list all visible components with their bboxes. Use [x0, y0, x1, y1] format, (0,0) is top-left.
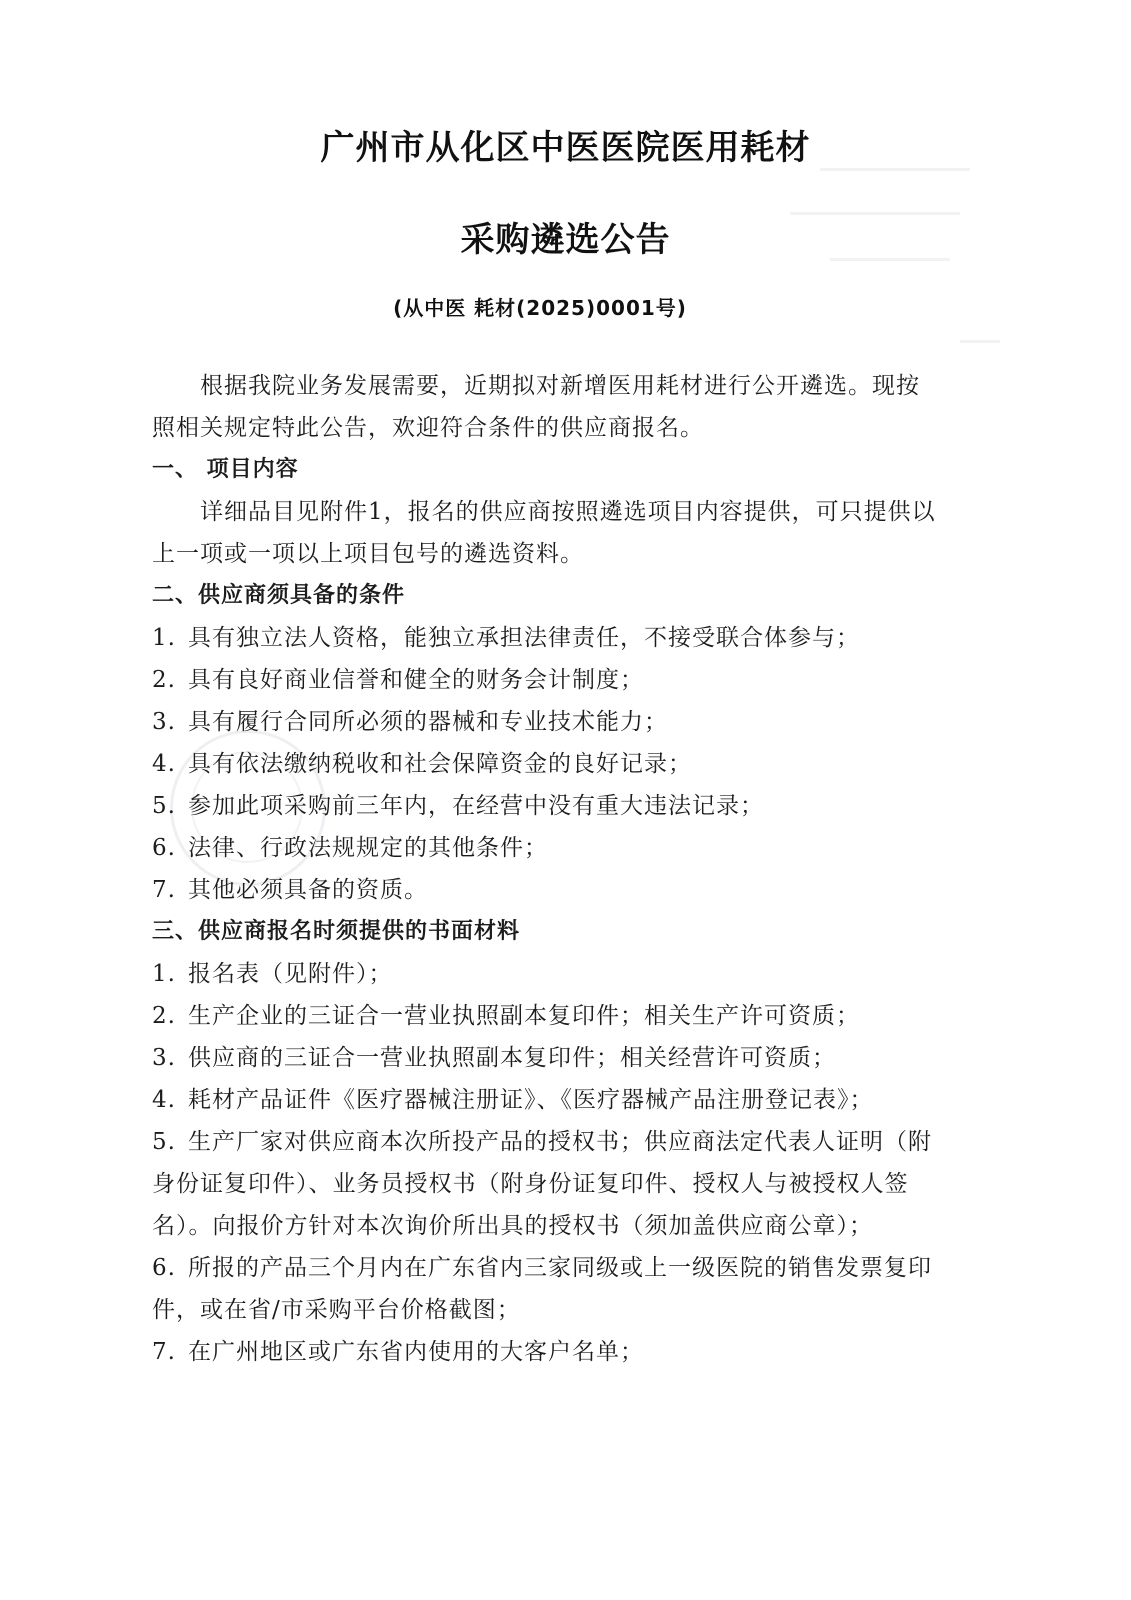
list-item-text: 在广州地区或广东省内使用的大客户名单；	[188, 1339, 644, 1365]
section1-paragraph: 详细品目见附件1，报名的供应商按照遴选项目内容提供，可只提供以上一项或一项以上项目包号的遴选资料。	[152, 499, 936, 567]
document-title-line2: 采购遴选公告	[460, 220, 671, 260]
list-item-number: 7.	[152, 1339, 176, 1365]
list-item-number: 5.	[152, 1129, 176, 1155]
list-item	[152, 995, 942, 1037]
intro-paragraph: 根据我院业务发展需要，近期拟对新增医用耗材进行公开遴选。现按照相关规定特此公告，欢迎符合条件的供应商报名。	[152, 373, 920, 441]
list-item	[152, 869, 942, 911]
list-item-text: 所报的产品三个月内在广东省内三家同级或上一级医院的销售发票复印件，或在省/市采购平台价格截图；	[152, 1255, 932, 1323]
list-item-number: 7.	[152, 877, 176, 903]
section3-heading: 三、供应商报名时须提供的书面材料	[152, 919, 521, 944]
list-item	[152, 659, 942, 701]
list-item-text: 生产厂家对供应商本次所投产品的授权书；供应商法定代表人证明（附身份证复印件）、业务员授权书（附身份证复印件、授权人与被授权人签名）。向报价方针对本次询价所出具的授权书（须加盖供应商公章）；	[152, 1129, 932, 1239]
list-item-number: 6.	[152, 835, 176, 861]
list-item-number: 2.	[152, 1003, 176, 1029]
list-item-text: 其他必须具备的资质。	[188, 877, 428, 903]
list-item	[152, 1079, 942, 1121]
list-item-text: 具有履行合同所必须的器械和专业技术能力；	[188, 709, 668, 735]
list-item-number: 6.	[152, 1255, 176, 1281]
list-item	[152, 701, 942, 743]
list-item-number: 2.	[152, 667, 176, 693]
list-item	[152, 1247, 942, 1331]
list-item	[152, 785, 942, 827]
list-item	[152, 1037, 942, 1079]
list-item-number: 1.	[152, 961, 176, 987]
list-item-text: 报名表（见附件）；	[188, 961, 393, 987]
list-item-text: 耗材产品证件《医疗器械注册证》、《医疗器械产品注册登记表》；	[188, 1087, 874, 1113]
bleed-through-mark	[960, 340, 1000, 343]
document-title-line1: 广州市从化区中医医院医用耗材	[320, 128, 811, 168]
section1-heading: 一、 项目内容	[152, 457, 299, 482]
list-item-number: 3.	[152, 1045, 176, 1071]
list-item	[152, 1331, 942, 1373]
list-item	[152, 827, 942, 869]
section2-heading: 二、供应商须具备的条件	[152, 583, 406, 608]
list-item-number: 4.	[152, 1087, 176, 1113]
list-item	[152, 1121, 942, 1247]
list-item-text: 生产企业的三证合一营业执照副本复印件；相关生产许可资质；	[188, 1003, 860, 1029]
list-item-number: 5.	[152, 793, 176, 819]
document-body	[152, 365, 942, 1373]
list-item-text: 具有独立法人资格，能独立承担法律责任，不接受联合体参与；	[188, 625, 860, 651]
list-item-text: 供应商的三证合一营业执照副本复印件；相关经营许可资质；	[188, 1045, 836, 1071]
list-item-text: 具有良好商业信誉和健全的财务会计制度；	[188, 667, 644, 693]
list-item-number: 4.	[152, 751, 176, 777]
list-item-number: 1.	[152, 625, 176, 651]
list-item-text: 具有依法缴纳税收和社会保障资金的良好记录；	[188, 751, 692, 777]
list-item-text: 参加此项采购前三年内，在经营中没有重大违法记录；	[188, 793, 764, 819]
list-item	[152, 617, 942, 659]
list-item-number: 3.	[152, 709, 176, 735]
list-item	[152, 953, 942, 995]
list-item	[152, 743, 942, 785]
document-number: (从中医 耗材(2025)0001号)	[393, 296, 687, 320]
list-item-text: 法律、行政法规规定的其他条件；	[188, 835, 548, 861]
